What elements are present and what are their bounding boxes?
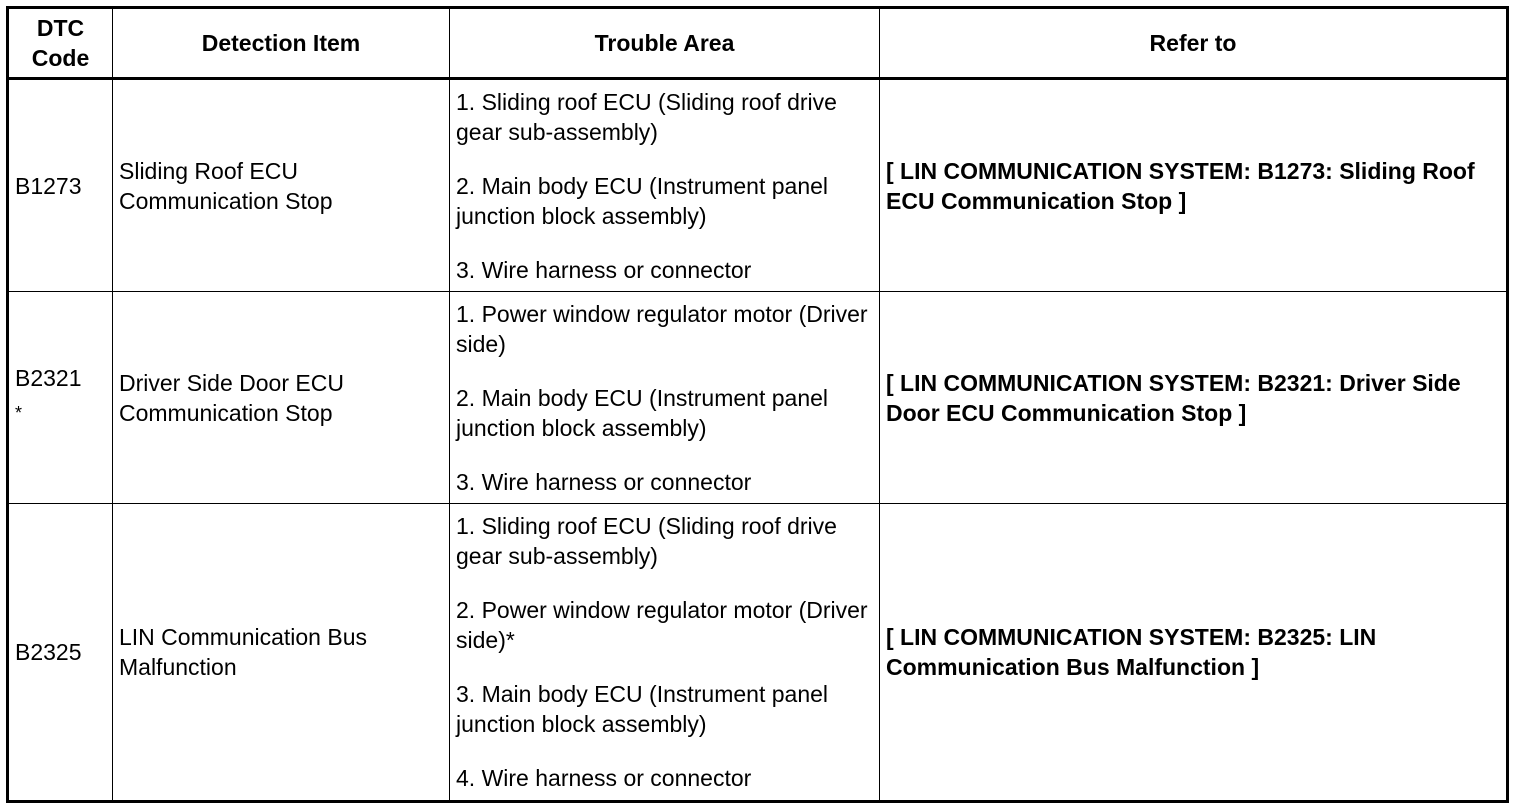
dtc-code: B2325 bbox=[15, 639, 82, 665]
trouble-area-item: 1. Sliding roof ECU (Sliding roof drive gear sub-assembly) bbox=[456, 513, 837, 569]
trouble-area-item: 3. Wire harness or connector bbox=[456, 468, 752, 495]
header-dtc-code: DTC Code bbox=[8, 8, 113, 79]
table-header-row bbox=[8, 8, 1508, 79]
table-row bbox=[8, 504, 1508, 802]
refer-to-link[interactable]: [ LIN COMMUNICATION SYSTEM: B2325: LIN Communication Bus Malfunction ] bbox=[880, 504, 1508, 802]
trouble-area-item: 3. Main body ECU (Instrument panel junction block assembly) bbox=[456, 681, 829, 737]
dtc-code-footnote-mark: * bbox=[15, 402, 23, 423]
dtc-code: B1273 bbox=[15, 172, 82, 199]
trouble-area-cell bbox=[450, 504, 880, 802]
header-detection-item: Detection Item bbox=[113, 8, 450, 79]
detection-item-cell: LIN Communication Bus Malfunction bbox=[113, 504, 450, 802]
detection-item-cell: Sliding Roof ECU Communication Stop bbox=[113, 79, 450, 292]
trouble-area-cell bbox=[450, 292, 880, 504]
dtc-code: B2321 bbox=[15, 364, 82, 391]
trouble-area-item: 2. Main body ECU (Instrument panel junction block assembly) bbox=[456, 172, 829, 229]
dtc-code-cell bbox=[8, 79, 113, 292]
trouble-area-item: 4. Wire harness or connector bbox=[456, 765, 752, 791]
dtc-table-sheet bbox=[6, 6, 1506, 800]
header-trouble-area: Trouble Area bbox=[450, 8, 880, 79]
dtc-table bbox=[6, 6, 1509, 803]
trouble-area-item: 2. Main body ECU (Instrument panel junction block assembly) bbox=[456, 384, 829, 441]
refer-to-link[interactable]: [ LIN COMMUNICATION SYSTEM: B1273: Sliding Roof ECU Communication Stop ] bbox=[880, 79, 1508, 292]
trouble-area-item: 3. Wire harness or connector bbox=[456, 256, 752, 283]
dtc-code-cell bbox=[8, 504, 113, 802]
trouble-area-item: 1. Power window regulator motor (Driver side) bbox=[456, 300, 868, 357]
table-row bbox=[8, 79, 1508, 292]
header-refer-to: Refer to bbox=[880, 8, 1508, 79]
trouble-area-cell bbox=[450, 79, 880, 292]
trouble-area-item: 2. Power window regulator motor (Driver side)* bbox=[456, 597, 868, 653]
trouble-area-item: 1. Sliding roof ECU (Sliding roof drive gear sub-assembly) bbox=[456, 88, 837, 145]
detection-item-cell: Driver Side Door ECU Communication Stop bbox=[113, 292, 450, 504]
refer-to-link[interactable]: [ LIN COMMUNICATION SYSTEM: B2321: Driver Side Door ECU Communication Stop ] bbox=[880, 292, 1508, 504]
dtc-code-cell bbox=[8, 292, 113, 504]
table-row bbox=[8, 292, 1508, 504]
